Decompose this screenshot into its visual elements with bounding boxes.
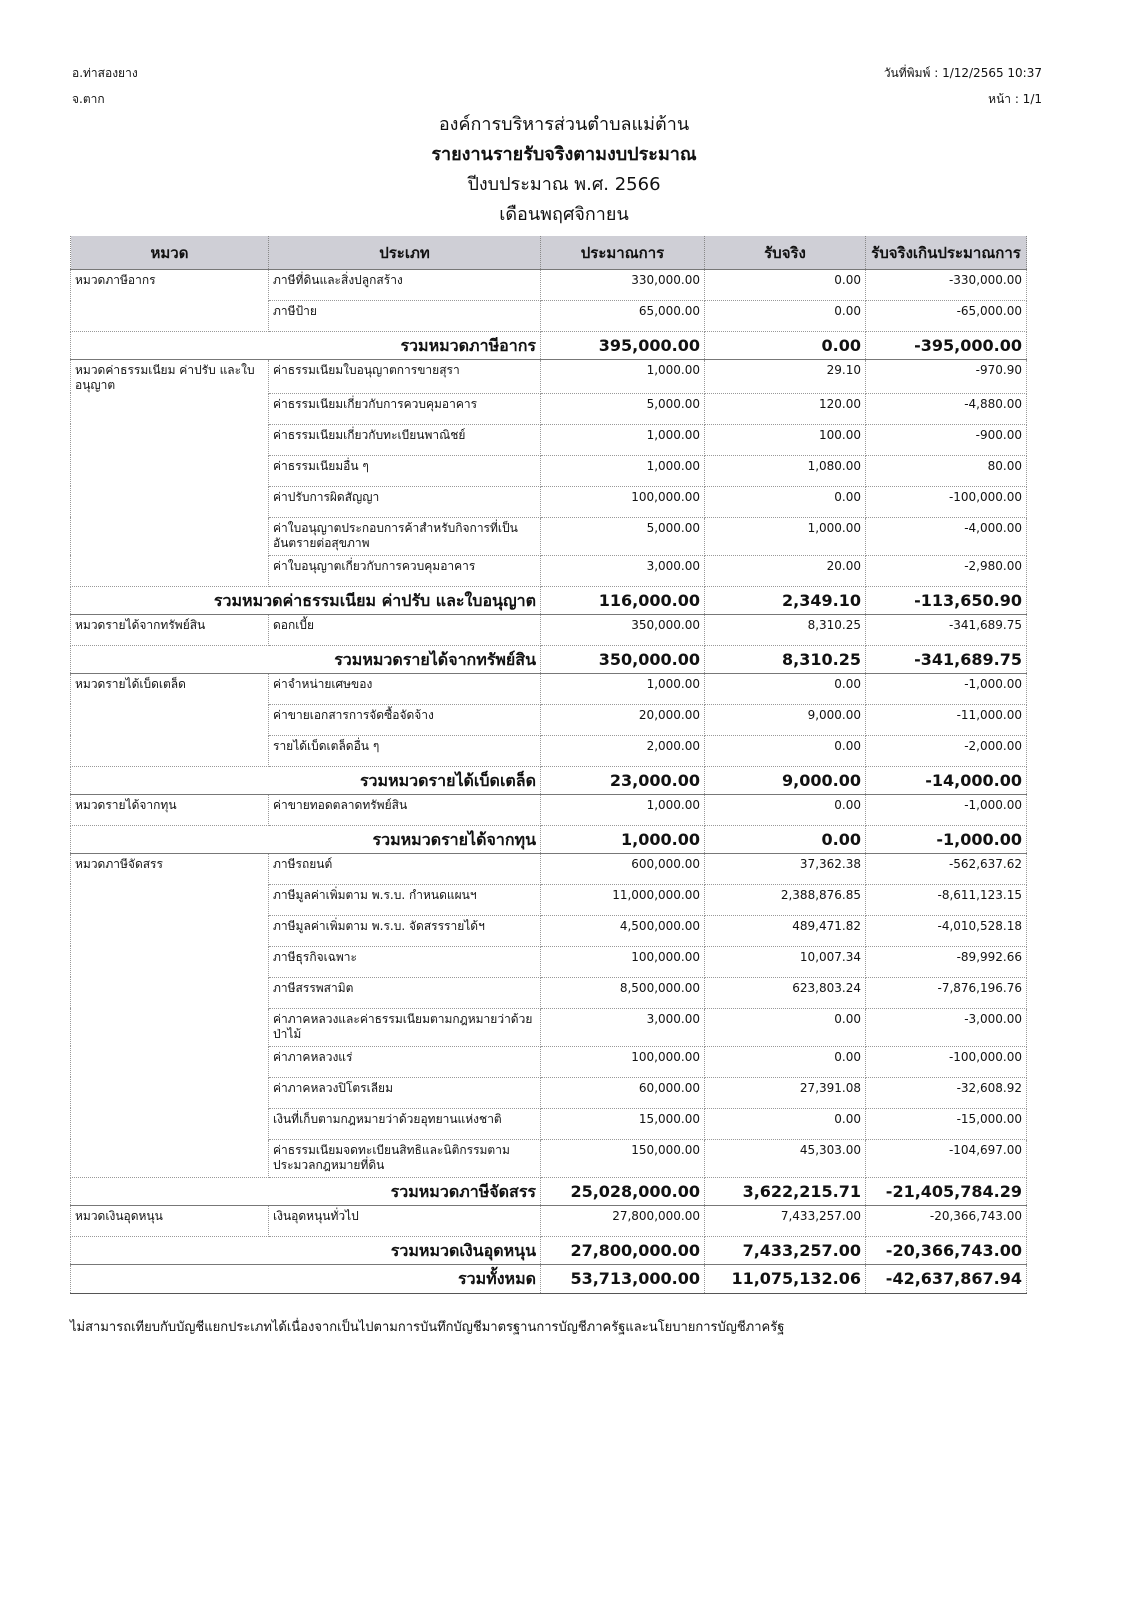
revenue-table: [70, 236, 1027, 1294]
estimate-cell: 1,000.00: [541, 424, 705, 455]
category-cell: หมวดภาษีจัดสรร: [71, 853, 269, 884]
category-cell: หมวดรายได้เบ็ดเตล็ด: [71, 673, 269, 704]
fiscal-year-title: ปีงบประมาณ พ.ศ. 2566: [467, 174, 661, 195]
table-row: [71, 794, 1027, 825]
type-cell: ภาษีรถยนต์: [269, 853, 541, 884]
type-cell: ค่าธรรมเนียมเกี่ยวกับทะเบียนพาณิชย์: [269, 424, 541, 455]
report-header-left: [72, 60, 138, 112]
category-cell: [71, 1008, 269, 1046]
table-row: [71, 614, 1027, 645]
type-cell: ค่าขายเอกสารการจัดซื้อจัดจ้าง: [269, 704, 541, 735]
type-cell: ค่าปรับการผิดสัญญา: [269, 486, 541, 517]
subtotal-row: [71, 645, 1027, 673]
estimate-cell: 2,000.00: [541, 735, 705, 766]
subtotal-difference: -20,366,743.00: [866, 1236, 1027, 1264]
subtotal-label: รวมหมวดภาษีจัดสรร: [71, 1177, 541, 1205]
estimate-cell: 100,000.00: [541, 486, 705, 517]
difference-cell: -1,000.00: [866, 794, 1027, 825]
difference-cell: -4,880.00: [866, 393, 1027, 424]
subtotal-row: [71, 825, 1027, 853]
type-cell: ค่าธรรมเนียมอื่น ๆ: [269, 455, 541, 486]
print-date: วันที่พิมพ์ : 1/12/2565 10:37: [883, 66, 1042, 80]
category-cell: [71, 735, 269, 766]
estimate-cell: 150,000.00: [541, 1139, 705, 1177]
estimate-cell: 65,000.00: [541, 301, 705, 332]
difference-cell: -330,000.00: [866, 270, 1027, 301]
estimate-cell: 4,500,000.00: [541, 915, 705, 946]
category-cell: หมวดค่าธรรมเนียม ค่าปรับ และใบอนุญาต: [71, 360, 269, 394]
table-row: [71, 360, 1027, 394]
difference-cell: -65,000.00: [866, 301, 1027, 332]
category-cell: [71, 1077, 269, 1108]
subtotal-actual: 8,310.25: [705, 645, 866, 673]
difference-cell: -100,000.00: [866, 1046, 1027, 1077]
category-cell: หมวดภาษีอากร: [71, 270, 269, 301]
table-row: [71, 301, 1027, 332]
estimate-cell: 100,000.00: [541, 946, 705, 977]
subtotal-difference: -113,650.90: [866, 586, 1027, 614]
subtotal-row: [71, 586, 1027, 614]
difference-cell: -4,010,528.18: [866, 915, 1027, 946]
type-cell: รายได้เบ็ดเตล็ดอื่น ๆ: [269, 735, 541, 766]
table-body: [71, 270, 1027, 1294]
table-row: [71, 853, 1027, 884]
difference-cell: -8,611,123.15: [866, 884, 1027, 915]
estimate-cell: 1,000.00: [541, 455, 705, 486]
grand-total-label: รวมทั้งหมด: [71, 1264, 541, 1293]
district-label: อ.ท่าสองยาง: [72, 66, 138, 80]
subtotal-actual: 7,433,257.00: [705, 1236, 866, 1264]
subtotal-row: [71, 332, 1027, 360]
actual-cell: 1,080.00: [705, 455, 866, 486]
actual-cell: 100.00: [705, 424, 866, 455]
actual-cell: 10,007.34: [705, 946, 866, 977]
category-cell: [71, 884, 269, 915]
subtotal-label: รวมหมวดเงินอุดหนุน: [71, 1236, 541, 1264]
type-cell: ค่าขายทอดตลาดทรัพย์สิน: [269, 794, 541, 825]
type-cell: เงินที่เก็บตามกฎหมายว่าด้วยอุทยานแห่งชาติ: [269, 1108, 541, 1139]
table-row: [71, 1046, 1027, 1077]
difference-cell: -15,000.00: [866, 1108, 1027, 1139]
subtotal-difference: -21,405,784.29: [866, 1177, 1027, 1205]
category-cell: [71, 977, 269, 1008]
subtotal-row: [71, 1177, 1027, 1205]
subtotal-estimate: 116,000.00: [541, 586, 705, 614]
subtotal-actual: 0.00: [705, 332, 866, 360]
estimate-cell: 8,500,000.00: [541, 977, 705, 1008]
column-header-type: ประเภท: [269, 236, 541, 270]
category-cell: หมวดเงินอุดหนุน: [71, 1205, 269, 1236]
subtotal-row: [71, 766, 1027, 794]
category-cell: [71, 1108, 269, 1139]
estimate-cell: 1,000.00: [541, 360, 705, 394]
grand-total-difference: -42,637,867.94: [866, 1264, 1027, 1293]
estimate-cell: 27,800,000.00: [541, 1205, 705, 1236]
actual-cell: 37,362.38: [705, 853, 866, 884]
estimate-cell: 1,000.00: [541, 673, 705, 704]
type-cell: ค่าภาคหลวงปิโตรเลียม: [269, 1077, 541, 1108]
table-row: [71, 1008, 1027, 1046]
report-title: รายงานรายรับจริงตามงบประมาณ: [431, 144, 697, 165]
actual-cell: 0.00: [705, 486, 866, 517]
estimate-cell: 3,000.00: [541, 555, 705, 586]
report-titles: [0, 110, 1128, 230]
table-row: [71, 1108, 1027, 1139]
category-cell: [71, 1046, 269, 1077]
actual-cell: 0.00: [705, 301, 866, 332]
difference-cell: -11,000.00: [866, 704, 1027, 735]
table-row: [71, 455, 1027, 486]
table-row: [71, 735, 1027, 766]
difference-cell: -562,637.62: [866, 853, 1027, 884]
category-cell: [71, 704, 269, 735]
type-cell: เงินอุดหนุนทั่วไป: [269, 1205, 541, 1236]
table-row: [71, 884, 1027, 915]
actual-cell: 0.00: [705, 673, 866, 704]
actual-cell: 0.00: [705, 1046, 866, 1077]
table-row: [71, 1139, 1027, 1177]
difference-cell: -104,697.00: [866, 1139, 1027, 1177]
estimate-cell: 60,000.00: [541, 1077, 705, 1108]
month-title: เดือนพฤศจิกายน: [499, 204, 629, 225]
organization-title: องค์การบริหารส่วนตำบลแม่ต้าน: [438, 114, 690, 135]
page-number: หน้า : 1/1: [988, 92, 1042, 106]
difference-cell: -32,608.92: [866, 1077, 1027, 1108]
type-cell: ค่าภาคหลวงและค่าธรรมเนียมตามกฎหมายว่าด้วยป่าไม้: [269, 1008, 541, 1046]
estimate-cell: 600,000.00: [541, 853, 705, 884]
difference-cell: -89,992.66: [866, 946, 1027, 977]
estimate-cell: 1,000.00: [541, 794, 705, 825]
actual-cell: 0.00: [705, 1108, 866, 1139]
difference-cell: -7,876,196.76: [866, 977, 1027, 1008]
subtotal-estimate: 350,000.00: [541, 645, 705, 673]
table-row: [71, 517, 1027, 555]
subtotal-actual: 0.00: [705, 825, 866, 853]
difference-cell: -900.00: [866, 424, 1027, 455]
type-cell: ภาษีที่ดินและสิ่งปลูกสร้าง: [269, 270, 541, 301]
actual-cell: 120.00: [705, 393, 866, 424]
difference-cell: -970.90: [866, 360, 1027, 394]
category-cell: [71, 393, 269, 424]
estimate-cell: 3,000.00: [541, 1008, 705, 1046]
category-cell: [71, 555, 269, 586]
difference-cell: 80.00: [866, 455, 1027, 486]
report-header-right: [884, 60, 1042, 112]
type-cell: ดอกเบี้ย: [269, 614, 541, 645]
estimate-cell: 5,000.00: [541, 393, 705, 424]
subtotal-actual: 3,622,215.71: [705, 1177, 866, 1205]
category-cell: [71, 1139, 269, 1177]
type-cell: ภาษีป้าย: [269, 301, 541, 332]
difference-cell: -341,689.75: [866, 614, 1027, 645]
subtotal-estimate: 27,800,000.00: [541, 1236, 705, 1264]
category-cell: [71, 517, 269, 555]
subtotal-difference: -395,000.00: [866, 332, 1027, 360]
category-cell: [71, 455, 269, 486]
subtotal-estimate: 1,000.00: [541, 825, 705, 853]
grand-total-estimate: 53,713,000.00: [541, 1264, 705, 1293]
table-row: [71, 486, 1027, 517]
subtotal-difference: -14,000.00: [866, 766, 1027, 794]
subtotal-label: รวมหมวดรายได้จากทุน: [71, 825, 541, 853]
category-cell: [71, 946, 269, 977]
actual-cell: 623,803.24: [705, 977, 866, 1008]
actual-cell: 27,391.08: [705, 1077, 866, 1108]
table-row: [71, 393, 1027, 424]
actual-cell: 0.00: [705, 1008, 866, 1046]
table-row: [71, 673, 1027, 704]
difference-cell: -1,000.00: [866, 673, 1027, 704]
column-header-category: หมวด: [71, 236, 269, 270]
table-row: [71, 704, 1027, 735]
actual-cell: 45,303.00: [705, 1139, 866, 1177]
subtotal-row: [71, 1236, 1027, 1264]
type-cell: ค่าธรรมเนียมจดทะเบียนสิทธิและนิติกรรมตามประมวลกฎหมายที่ดิน: [269, 1139, 541, 1177]
actual-cell: 7,433,257.00: [705, 1205, 866, 1236]
estimate-cell: 11,000,000.00: [541, 884, 705, 915]
type-cell: ภาษีธุรกิจเฉพาะ: [269, 946, 541, 977]
table-row: [71, 946, 1027, 977]
actual-cell: 2,388,876.85: [705, 884, 866, 915]
category-cell: หมวดรายได้จากทรัพย์สิน: [71, 614, 269, 645]
subtotal-estimate: 395,000.00: [541, 332, 705, 360]
subtotal-label: รวมหมวดรายได้เบ็ดเตล็ด: [71, 766, 541, 794]
column-header-estimate: ประมาณการ: [541, 236, 705, 270]
subtotal-actual: 9,000.00: [705, 766, 866, 794]
table-row: [71, 270, 1027, 301]
actual-cell: 0.00: [705, 270, 866, 301]
estimate-cell: 330,000.00: [541, 270, 705, 301]
type-cell: ค่าใบอนุญาตประกอบการค้าสำหรับกิจการที่เป็นอันตรายต่อสุขภาพ: [269, 517, 541, 555]
estimate-cell: 350,000.00: [541, 614, 705, 645]
actual-cell: 489,471.82: [705, 915, 866, 946]
table-row: [71, 424, 1027, 455]
subtotal-estimate: 25,028,000.00: [541, 1177, 705, 1205]
category-cell: [71, 915, 269, 946]
actual-cell: 9,000.00: [705, 704, 866, 735]
actual-cell: 1,000.00: [705, 517, 866, 555]
difference-cell: -100,000.00: [866, 486, 1027, 517]
type-cell: ค่าธรรมเนียมเกี่ยวกับการควบคุมอาคาร: [269, 393, 541, 424]
difference-cell: -3,000.00: [866, 1008, 1027, 1046]
difference-cell: -4,000.00: [866, 517, 1027, 555]
grand-total-row: [71, 1264, 1027, 1293]
type-cell: ภาษีสรรพสามิต: [269, 977, 541, 1008]
actual-cell: 8,310.25: [705, 614, 866, 645]
actual-cell: 20.00: [705, 555, 866, 586]
table-row: [71, 1205, 1027, 1236]
type-cell: ค่าจำหน่ายเศษของ: [269, 673, 541, 704]
actual-cell: 0.00: [705, 794, 866, 825]
subtotal-label: รวมหมวดรายได้จากทรัพย์สิน: [71, 645, 541, 673]
subtotal-difference: -341,689.75: [866, 645, 1027, 673]
difference-cell: -2,000.00: [866, 735, 1027, 766]
table-row: [71, 555, 1027, 586]
column-header-actual: รับจริง: [705, 236, 866, 270]
estimate-cell: 5,000.00: [541, 517, 705, 555]
subtotal-actual: 2,349.10: [705, 586, 866, 614]
subtotal-estimate: 23,000.00: [541, 766, 705, 794]
category-cell: [71, 424, 269, 455]
actual-cell: 29.10: [705, 360, 866, 394]
type-cell: ค่าธรรมเนียมใบอนุญาตการขายสุรา: [269, 360, 541, 394]
subtotal-difference: -1,000.00: [866, 825, 1027, 853]
grand-total-actual: 11,075,132.06: [705, 1264, 866, 1293]
type-cell: ค่าภาคหลวงแร่: [269, 1046, 541, 1077]
province-label: จ.ตาก: [72, 92, 105, 106]
difference-cell: -20,366,743.00: [866, 1205, 1027, 1236]
table-row: [71, 1077, 1027, 1108]
table-row: [71, 915, 1027, 946]
category-cell: หมวดรายได้จากทุน: [71, 794, 269, 825]
column-header-difference: รับจริงเกินประมาณการ: [866, 236, 1027, 270]
type-cell: ภาษีมูลค่าเพิ่มตาม พ.ร.บ. จัดสรรรายได้ฯ: [269, 915, 541, 946]
difference-cell: -2,980.00: [866, 555, 1027, 586]
subtotal-label: รวมหมวดภาษีอากร: [71, 332, 541, 360]
category-cell: [71, 486, 269, 517]
type-cell: ภาษีมูลค่าเพิ่มตาม พ.ร.บ. กำหนดแผนฯ: [269, 884, 541, 915]
category-cell: [71, 301, 269, 332]
footnote: ไม่สามารถเทียบกับบัญชีแยกประเภทได้เนื่องจากเป็นไปตามการบันทึกบัญชีมาตรฐานการบัญชีภาครัฐและนโยบายการบัญชีภาครัฐ: [70, 1320, 785, 1335]
estimate-cell: 15,000.00: [541, 1108, 705, 1139]
estimate-cell: 100,000.00: [541, 1046, 705, 1077]
type-cell: ค่าใบอนุญาตเกี่ยวกับการควบคุมอาคาร: [269, 555, 541, 586]
estimate-cell: 20,000.00: [541, 704, 705, 735]
table-header-row: [71, 236, 1027, 270]
table-row: [71, 977, 1027, 1008]
subtotal-label: รวมหมวดค่าธรรมเนียม ค่าปรับ และใบอนุญาต: [71, 586, 541, 614]
actual-cell: 0.00: [705, 735, 866, 766]
